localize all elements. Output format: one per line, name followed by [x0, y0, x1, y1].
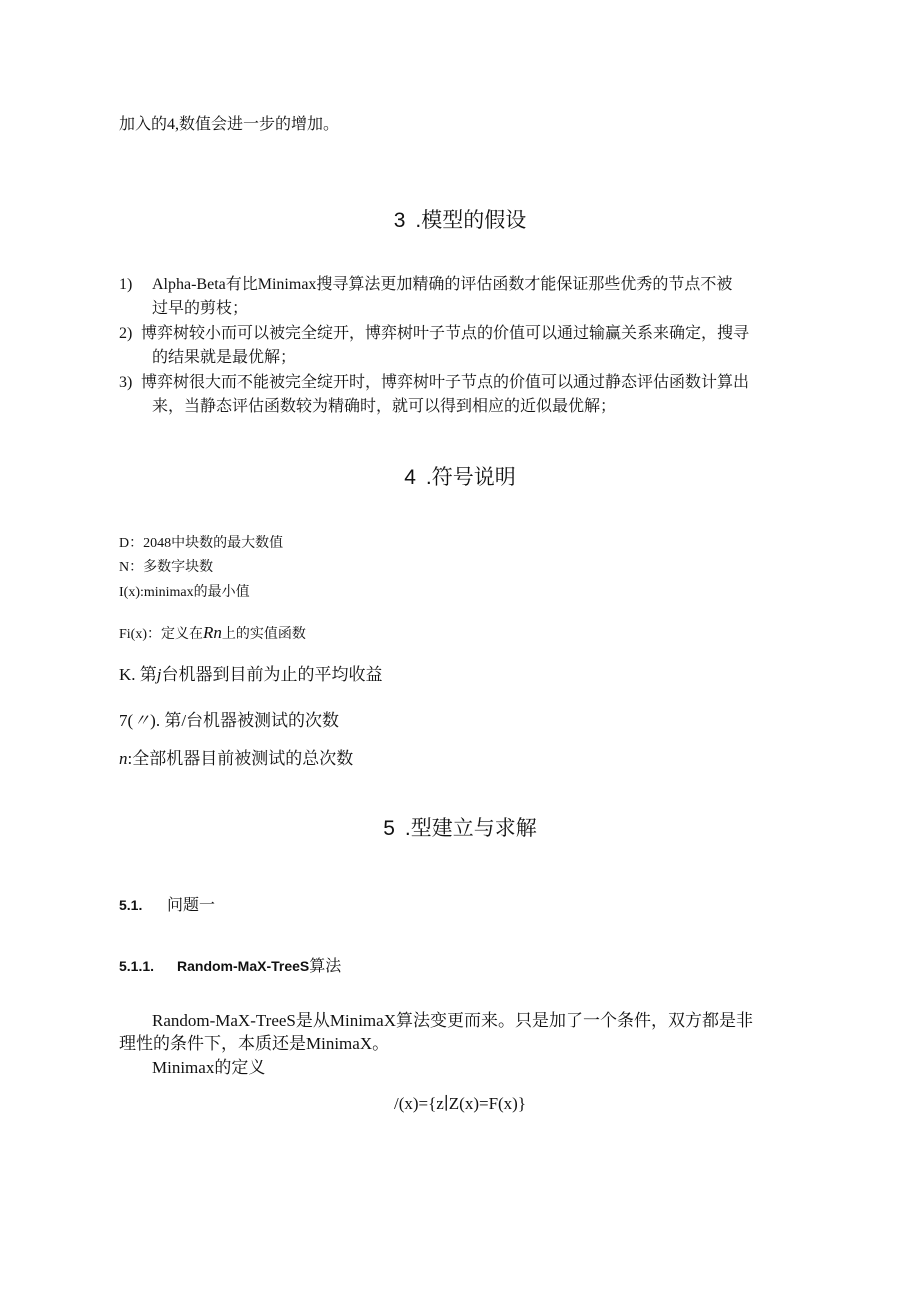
assumption-3-line-2: 来，当静态评估函数较为精确时，就可以得到相应的近似最优解； [152, 398, 617, 415]
symbol-5-suffix: 台机器到目前为止的平均收益 [161, 665, 383, 684]
symbol-item-1: D：2048中块数的最大数值 [119, 536, 284, 551]
assumption-2-line-2: 的结果就是最优解； [152, 349, 297, 366]
assumption-marker-2: 2) [119, 325, 133, 342]
symbol-item-6 [119, 710, 339, 732]
subsection-5-1-1-number: 5.1.1. [119, 958, 155, 974]
section-3-title: .模型的假设 [415, 209, 527, 232]
assumption-item-2 [119, 322, 789, 370]
assumption-1-line-1: Alpha-Beta有比Minimax搜寻算法更加精确的评估函数才能保证那些优秀的节点不被 [152, 276, 733, 293]
subsection-5-1-1-title-latin: Random-MaX-TreeS [177, 958, 310, 974]
section-3-number: 3 [393, 209, 406, 232]
assumption-marker-1: 1) [119, 276, 133, 293]
assumption-marker-3: 3) [119, 374, 133, 391]
symbol-5-prefix: K. 第 [119, 665, 157, 684]
symbol-6-prefix: 7( [119, 711, 134, 730]
symbol-4-prefix: Fi(x)：定义在 [119, 627, 203, 642]
section-4-number: 4 [404, 466, 416, 489]
symbol-7-suffix: :全部机器目前被测试的总次数 [127, 749, 354, 768]
subsection-5-1-1-title-cjk: 算法 [309, 958, 342, 975]
symbol-5-italic: j [156, 665, 162, 684]
symbol-7-italic: n [119, 749, 128, 768]
assumption-1-line-2: 过早的剪枝； [152, 300, 249, 317]
section-3-heading [0, 207, 920, 235]
symbol-item-4 [119, 623, 306, 645]
section-4-heading [0, 464, 920, 492]
intro-text: 加入的4,数值会进一步的增加。 [119, 116, 340, 133]
subsection-5-1-number: 5.1. [119, 897, 143, 913]
symbol-item-3: I(x):minimax的最小值 [119, 585, 250, 600]
symbol-6-suffix: ). 第/台机器被测试的次数 [150, 711, 340, 730]
paragraph-line-2: 理性的条件下，本质还是MinimaX。 [119, 1034, 390, 1053]
assumption-item-3 [119, 371, 789, 419]
section-5-heading [0, 815, 920, 843]
assumption-2-line-1: 博弈树较小而可以被完全绽开，博弈树叶子节点的价值可以通过输赢关系来确定，搜寻 [141, 325, 750, 342]
subsection-5-1-heading [119, 894, 215, 917]
definition-label: Minimax的定义 [152, 1058, 266, 1077]
paragraph-line-1: Random-MaX-TreeS是从MinimaX算法变更而来。只是加了一个条件，双方都是非 [152, 1011, 753, 1030]
section-5-title: .型建立与求解 [404, 817, 537, 840]
symbol-item-5 [119, 664, 383, 686]
subsection-5-1-1-heading [119, 955, 341, 978]
section-5-number: 5 [383, 817, 395, 840]
subsection-5-1-title: 问题一 [167, 897, 216, 914]
symbol-item-7 [119, 748, 353, 770]
assumption-item-1 [119, 273, 789, 321]
formula: /(x)={z∣Z(x)=F(x)} [393, 1094, 526, 1113]
symbol-4-italic: Rn [203, 623, 222, 642]
symbol-6-italic: 〃 [133, 711, 151, 730]
symbol-item-2: N：多数字块数 [119, 560, 214, 575]
symbol-4-suffix: 上的实值函数 [221, 627, 306, 642]
assumption-3-line-1: 博弈树很大而不能被完全绽开时，博弈树叶子节点的价值可以通过静态评估函数计算出 [141, 374, 750, 391]
section-4-title: .符号说明 [425, 466, 516, 489]
